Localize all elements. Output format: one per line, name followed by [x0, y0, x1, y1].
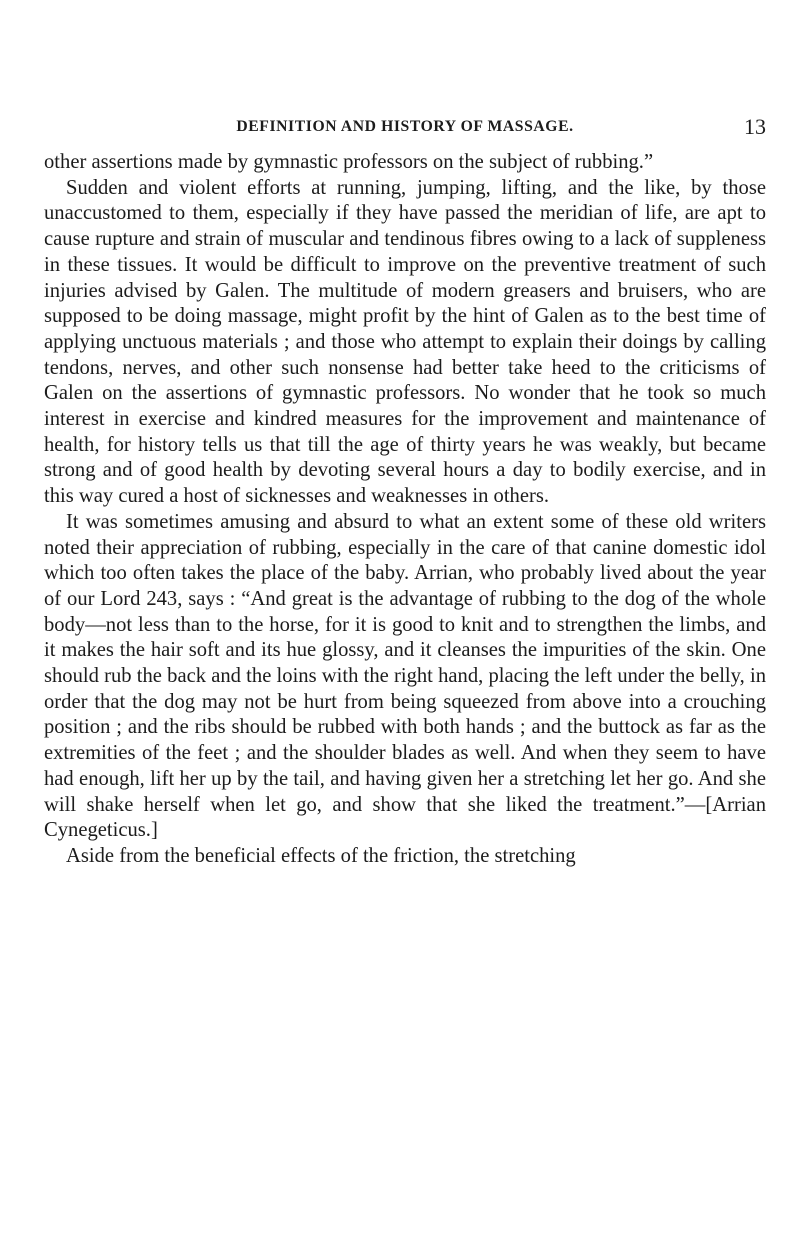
paragraph: other assertions made by gymnastic professors on the subject of rubbing.” [44, 151, 654, 173]
paragraph: Sudden and violent efforts at running, jumping, lifting, and the like, by those unaccustomed to them, especially if they have passed the meridian of life, are apt to cause rupture and strain of muscular and tendinous fibres owing to a lack of suppleness in these tissues. It would be difficult to improve on the preventive treatment of such injuries advised by Galen. The multitude of modern greasers and bruisers, who are supposed to be doing massage, might profit by the hint of Galen as to the best time of applying unctuous materials ; and those who attempt to explain their doings by calling tendons, nerves, and other such nonsense had better take heed to the criticisms of Galen on the assertions of gymnastic professors. No wonder that he took so much interest in exercise and kindred measures for the improvement and maintenance of health, for history tells us that till the age of thirty years he was weakly, but became strong and of good health by devoting several hours a day to bodily exercise, and in this way cured a host of sicknesses and weaknesses in others. [44, 176, 766, 508]
book-page [44, 0, 766, 1248]
page-header [44, 112, 766, 140]
running-head: DEFINITION AND HISTORY OF MASSAGE. [236, 118, 574, 135]
page-number: 13 [744, 114, 766, 139]
paragraph: It was sometimes amusing and absurd to what an extent some of these old writers noted their appreciation of rubbing, especially in the care of that canine domestic idol which too often takes the place of the baby. Arrian, who probably lived about the year of our Lord 243, says : “And great is the advantage of rubbing to the dog of the whole body—not less than to the horse, for it is good to knit and to strengthen the limbs, and it makes the hair soft and its hue glossy, and it cleanses the impurities of the skin. One should rub the back and the loins with the right hand, placing the left under the belly, in order that the dog may not be hurt from being squeezed from above into a crouching position ; and the ribs should be rubbed with both hands ; and the buttock as far as the extremities of the feet ; and the shoulder blades as well. And when they seem to have had enough, lift her up by the tail, and having given her a stretching let her go. And she will shake herself when let go, and show that she liked the treatment.”—[Arrian Cynegeticus.] [44, 510, 766, 842]
paragraph: Aside from the beneficial effects of the friction, the stretching [66, 844, 576, 867]
body-text [44, 150, 766, 870]
